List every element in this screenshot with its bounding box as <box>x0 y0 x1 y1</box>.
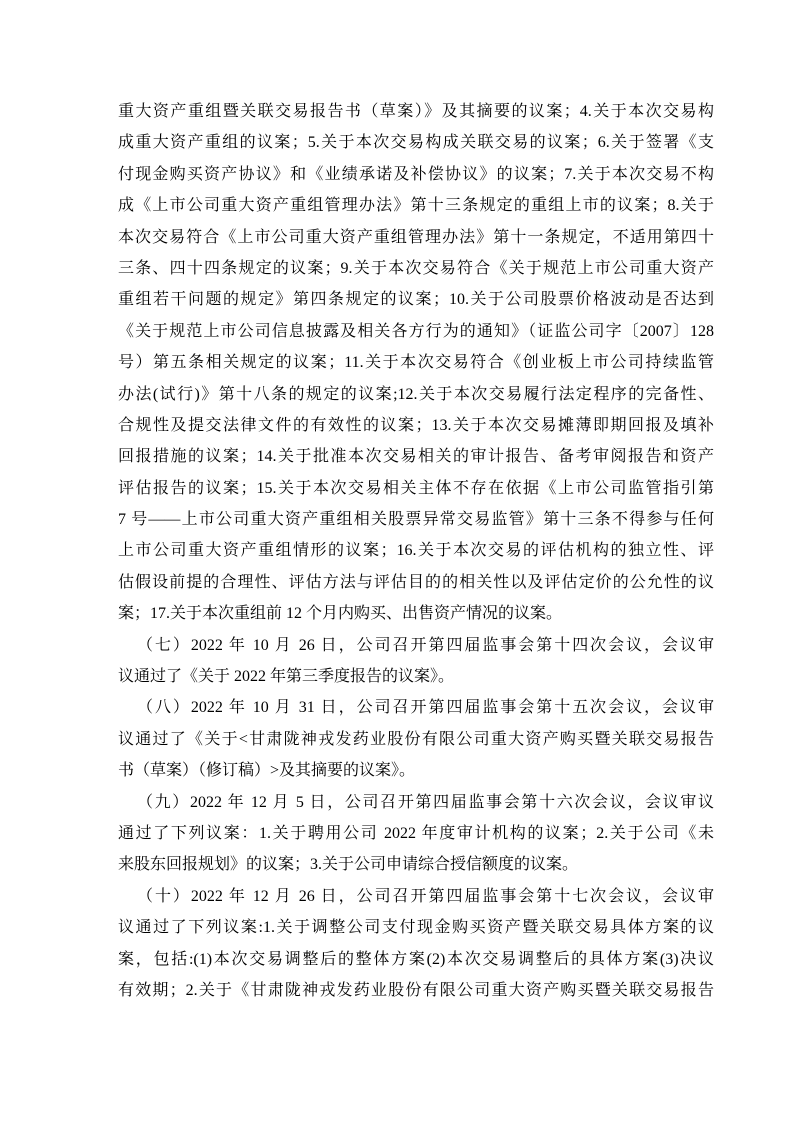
text-line-paragraph-end: 书（草案）（修订稿）>及其摘要的议案》。 <box>118 762 416 780</box>
text-line-paragraph-start: （十）2022 年 12 月 26 日，公司召开第四届监事会第十七次会议，会议审 <box>137 887 714 905</box>
text-line: 通过了下列议案：1.关于聘用公司 2022 年度审计机构的议案；2.关于公司《未 <box>118 824 714 842</box>
text-line-paragraph-start: （七）2022 年 10 月 26 日，公司召开第四届监事会第十四次会议，会议审 <box>137 636 714 654</box>
text-line: 估假设前提的合理性、评估方法与评估目的的相关性以及评估定价的公允性的议 <box>118 573 714 591</box>
text-line: 付现金购买资产协议》和《业绩承诺及补偿协议》的议案；7.关于本次交易不构 <box>118 165 714 183</box>
text-line: 重组若干问题的规定》第四条规定的议案；10.关于公司股票价格波动是否达到 <box>118 291 714 309</box>
text-line: 议通过了下列议案:1.关于调整公司支付现金购买资产暨关联交易具体方案的议 <box>118 919 714 937</box>
text-line: 《关于规范上市公司信息披露及相关各方行为的通知》（证监公司字〔2007〕128 <box>118 322 714 340</box>
text-line: 案，包括:(1)本次交易调整后的整体方案(2)本次交易调整后的具体方案(3)决议 <box>118 950 714 968</box>
text-line-paragraph-end: 议通过了《关于 2022 年第三季度报告的议案》。 <box>118 668 455 686</box>
text-line: 评估报告的议案；15.关于本次交易相关主体不存在依据《上市公司监管指引第 <box>118 479 714 497</box>
text-line: 办法(试行)》第十八条的规定的议案;12.关于本次交易履行法定程序的完备性、 <box>118 385 714 403</box>
text-line: 号）第五条相关规定的议案；11.关于本次交易符合《创业板上市公司持续监管 <box>118 354 714 372</box>
text-line-paragraph-end: 案；17.关于本次重组前 12 个月内购买、出售资产情况的议案。 <box>118 605 563 623</box>
text-line: 成《上市公司重大资产重组管理办法》第十三条规定的重组上市的议案；8.关于 <box>118 197 714 215</box>
text-line: 本次交易符合《上市公司重大资产重组管理办法》第十一条规定，不适用第四十 <box>118 228 714 246</box>
text-line: 重大资产重组暨关联交易报告书（草案）》及其摘要的议案；4.关于本次交易构 <box>118 103 714 120</box>
text-line-paragraph-start: （八）2022 年 10 月 31 日，公司召开第四届监事会第十五次会议，会议审 <box>137 699 714 717</box>
text-block <box>118 96 714 1006</box>
text-line: 7 号——上市公司重大资产重组相关股票异常交易监管》第十三条不得参与任何 <box>118 511 714 529</box>
text-line: 回报措施的议案；14.关于批准本次交易相关的审计报告、备考审阅报告和资产 <box>118 448 714 466</box>
text-line: 上市公司重大资产重组情形的议案；16.关于本次交易的评估机构的独立性、评 <box>118 542 714 560</box>
text-line: 议通过了《关于<甘肃陇神戎发药业股份有限公司重大资产购买暨关联交易报告 <box>118 730 714 748</box>
text-line: 成重大资产重组的议案；5.关于本次交易构成关联交易的议案；6.关于签署《支 <box>118 134 714 152</box>
text-line-paragraph-end: 来股东回报规划》的议案；3.关于公司申请综合授信额度的议案。 <box>118 856 579 874</box>
text-line: 有效期；2.关于《甘肃陇神戎发药业股份有限公司重大资产购买暨关联交易报告 <box>118 981 714 999</box>
text-line-paragraph-start: （九）2022 年 12 月 5 日，公司召开第四届监事会第十六次会议，会议审议 <box>137 793 714 811</box>
text-line: 三条、四十四条规定的议案；9.关于本次交易符合《关于规范上市公司重大资产 <box>118 259 714 277</box>
text-line: 合规性及提交法律文件的有效性的议案；13.关于本次交易摊薄即期回报及填补 <box>118 416 714 434</box>
